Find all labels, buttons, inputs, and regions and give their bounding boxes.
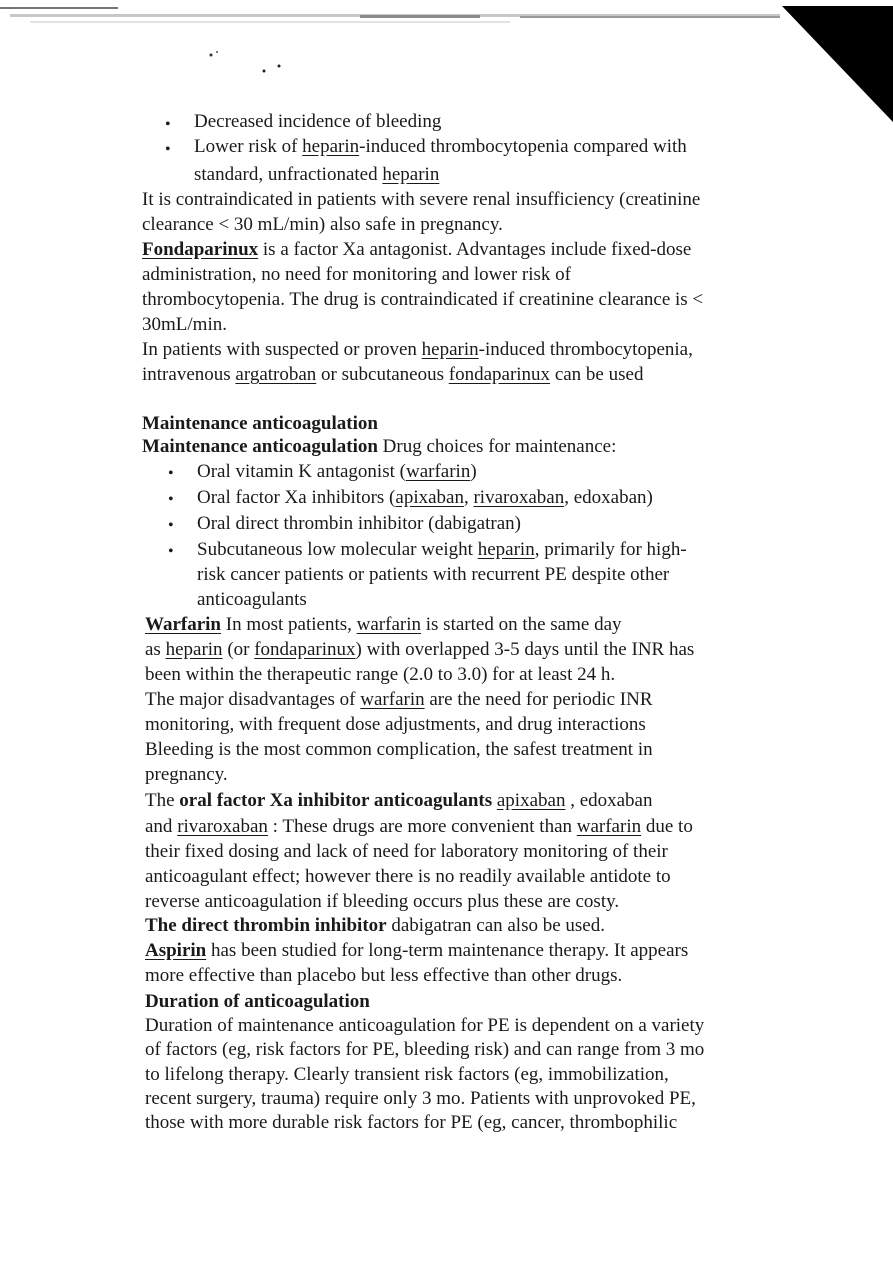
bullet-dot: •	[168, 465, 174, 482]
text-line: anticoagulant effect; however there is no readily available antidote to	[145, 866, 671, 887]
text-line: more effective than placebo but less effective than other drugs.	[145, 965, 623, 986]
text-line: Aspirin has been studied for long-term maintenance therapy. It appears	[145, 940, 689, 961]
scan-artifact-top	[0, 0, 893, 140]
term-fondaparinux: Fondaparinux	[142, 239, 259, 260]
list-item-continuation: risk cancer patients or patients with recurrent PE despite other	[197, 564, 670, 585]
text-line: It is contraindicated in patients with severe renal insufficiency (creatinine	[142, 189, 701, 210]
text-line: monitoring, with frequent dose adjustments, and drug interactions	[145, 714, 646, 735]
text-line: recent surgery, trauma) require only 3 mo. Patients with unprovoked PE,	[145, 1088, 696, 1109]
text-line: Maintenance anticoagulation Drug choices for maintenance:	[142, 436, 617, 457]
list-item-continuation: standard, unfractionated heparin	[194, 164, 440, 185]
text-line: and rivaroxaban : These drugs are more convenient than warfarin due to	[145, 816, 693, 837]
term-warfarin: Warfarin	[145, 614, 221, 635]
list-item: Oral direct thrombin inhibitor (dabigatran)	[197, 513, 521, 534]
bullet-dot: •	[165, 141, 171, 158]
term-aspirin: Aspirin	[145, 940, 207, 961]
text-line: to lifelong therapy. Clearly transient risk factors (eg, immobilization,	[145, 1064, 669, 1085]
text-line: Bleeding is the most common complication, the safest treatment in	[145, 739, 653, 760]
drug-link-heparin: heparin	[382, 164, 440, 185]
text-line: intravenous argatroban or subcutaneous fondaparinux can be used	[142, 364, 644, 385]
text-line: pregnancy.	[145, 764, 228, 785]
text-line: reverse anticoagulation if bleeding occurs plus these are costy.	[145, 891, 620, 912]
text-line: thrombocytopenia. The drug is contraindicated if creatinine clearance is <	[142, 289, 704, 310]
list-item: Subcutaneous low molecular weight heparin, primarily for high-	[197, 539, 687, 560]
bullet-dot: •	[165, 116, 171, 133]
list-item: Decreased incidence of bleeding	[194, 111, 442, 132]
text-line: The major disadvantages of warfarin are the need for periodic INR	[145, 689, 653, 710]
text-line: The direct thrombin inhibitor dabigatran can also be used.	[145, 915, 605, 936]
text-line: their fixed dosing and lack of need for laboratory monitoring of their	[145, 841, 668, 862]
text-line: 30mL/min.	[142, 314, 227, 335]
bullet-dot: •	[168, 491, 174, 508]
bullet-dot: •	[168, 517, 174, 534]
list-item: Oral vitamin K antagonist (warfarin)	[197, 461, 477, 482]
bullet-dot: •	[168, 543, 174, 560]
text-line: Fondaparinux is a factor Xa antagonist. Advantages include fixed-dose	[142, 239, 692, 260]
text-line: as heparin (or fondaparinux) with overlapped 3-5 days until the INR has	[145, 639, 695, 660]
list-item: Oral factor Xa inhibitors (apixaban, rivaroxaban, edoxaban)	[197, 487, 653, 508]
text-line: clearance < 30 mL/min) also safe in pregnancy.	[142, 214, 503, 235]
list-item: Lower risk of heparin-induced thrombocytopenia compared with	[194, 136, 687, 157]
text-line: The oral factor Xa inhibitor anticoagulants apixaban , edoxaban	[145, 790, 653, 811]
drug-link-heparin: heparin	[302, 136, 360, 157]
list-item-continuation: anticoagulants	[197, 589, 307, 610]
text-line: In patients with suspected or proven heparin-induced thrombocytopenia,	[142, 339, 693, 360]
text-line: Duration of maintenance anticoagulation for PE is dependent on a variety	[145, 1015, 705, 1036]
section-heading: Duration of anticoagulation	[145, 991, 370, 1012]
text-line: those with more durable risk factors for PE (eg, cancer, thrombophilic	[145, 1112, 678, 1133]
text-line: Warfarin In most patients, warfarin is started on the same day	[145, 614, 622, 635]
text-line: been within the therapeutic range (2.0 to 3.0) for at least 24 h.	[145, 664, 616, 685]
text-line: administration, no need for monitoring and lower risk of	[142, 264, 571, 285]
text-line: of factors (eg, risk factors for PE, bleeding risk) and can range from 3 mo	[145, 1039, 705, 1060]
section-heading: Maintenance anticoagulation	[142, 413, 378, 434]
